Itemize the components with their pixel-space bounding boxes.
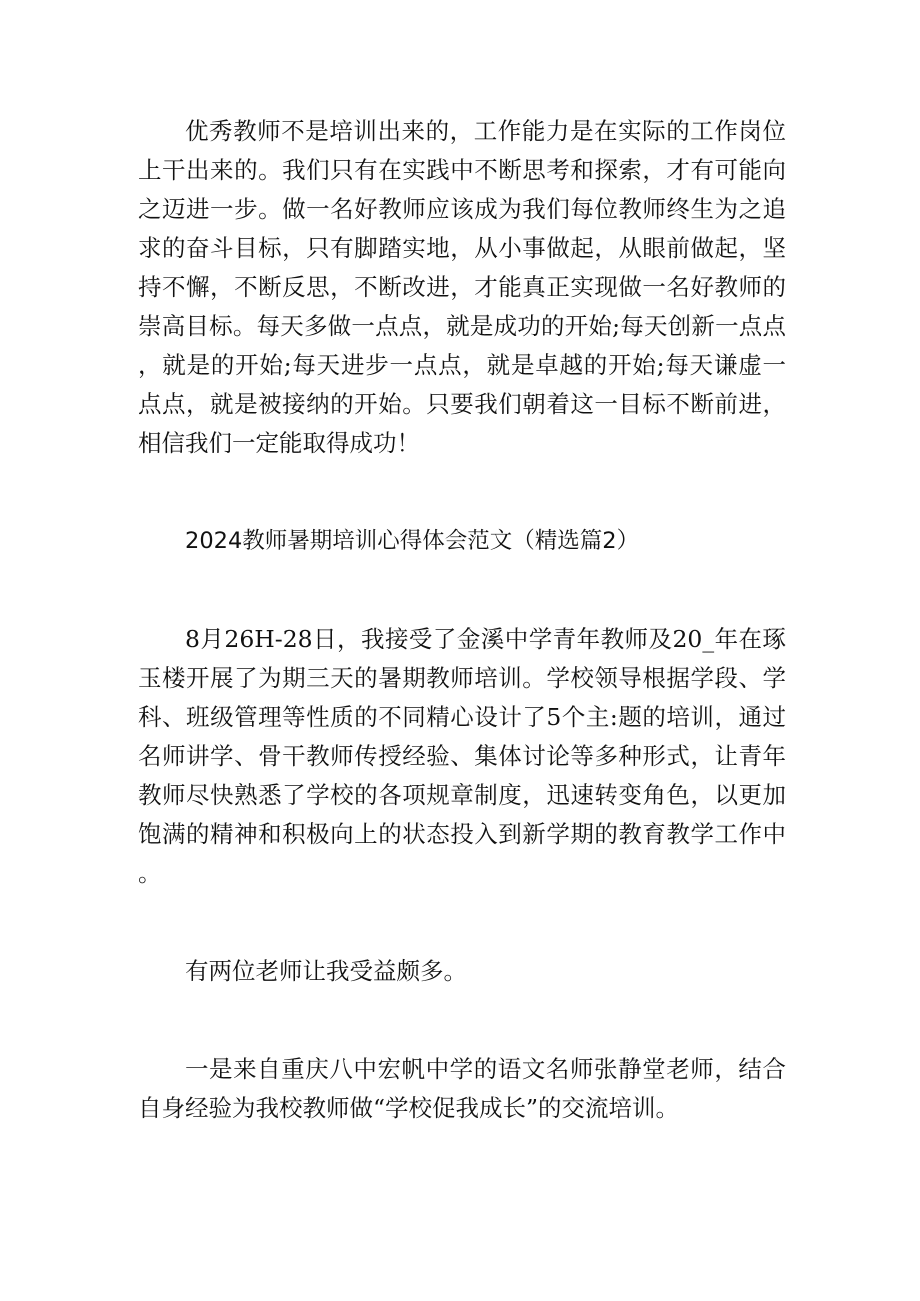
paragraph-training-summary: 8月26H-28日，我接受了金溪中学青年教师及20_年在琢玉楼开展了为期三天的暑期教师培训。学校领导根据学段、学科、班级管理等性质的不同精心设计了5个主:题的培训，通过名师讲学、骨干教师传授经验、集体讨论等多种形式，让青年教师尽快熟悉了学校的各项规章制度，迅速转变角色，以更加饱满的精神和积极向上的状态投入到新学期的教育教学工作中。	[138, 625, 786, 887]
document-body	[138, 112, 786, 1128]
section-heading: 2024教师暑期培训心得体会范文（精选篇2）	[185, 528, 640, 554]
paragraph-excellent-teacher: 优秀教师不是培训出来的，工作能力是在实际的工作岗位上干出来的。我们只有在实践中不断思考和探索，才有可能向之迈进一步。做一名好教师应该成为我们每位教师终生为之追求的奋斗目标，只有脚踏实地，从小事做起，从眼前做起，坚持不懈，不断反思，不断改进，才能真正实现做一名好教师的崇高目标。每天多做一点点，就是成功的开始;每天创新一点点，就是的开始;每天进步一点点，就是卓越的开始;每天谦虚一点点，就是被接纳的开始。只要我们朝着这一目标不断前进，相信我们一定能取得成功！	[138, 117, 786, 457]
paragraph-first-teacher: 一是来自重庆八中宏帆中学的语文名师张静堂老师，结合自身经验为我校教师做“学校促我成长”的交流培训。	[138, 1055, 786, 1122]
paragraph-two-teachers: 有两位老师让我受益颇多。	[185, 957, 467, 985]
